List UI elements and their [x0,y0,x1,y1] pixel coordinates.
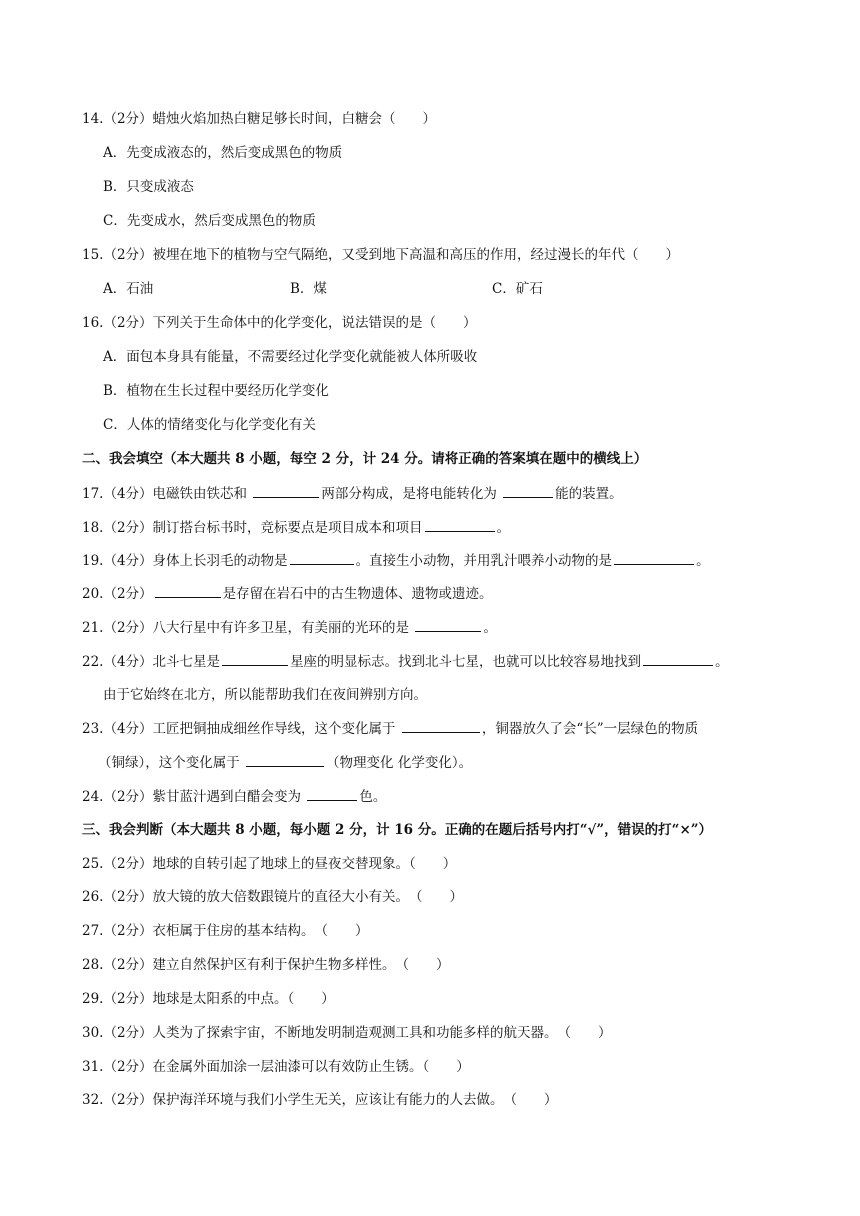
answer-blank[interactable] [307,786,357,801]
question-24 [82,786,386,807]
question-17-text-3: 能的装置。 [555,486,623,502]
section-3-title: 三、我会判断（本大题共 8 小题，每小题 2 分，计 16 分。正确的在题后括号内打“√”，错误的打“×”） [82,822,713,838]
question-27: 27.（2分）衣柜属于住房的基本结构。 （ ） [82,923,369,939]
question-16-option-b: B．植物在生长过程中要经历化学变化 [103,383,329,399]
question-18-text-2: 。 [496,520,511,536]
question-18-text-1: 18.（2分）制订搭台标书时，竞标要点是项目成本和项目 [82,520,423,536]
question-15-option-a: A．石油 [103,281,154,297]
question-17 [82,483,623,504]
question-20-text-1: 20.（2分） [82,586,153,602]
answer-blank[interactable] [290,550,354,565]
question-20 [82,583,493,604]
question-15-stem: 15.（2分）被埋在地下的植物与空气隔绝，又受到地下高温和高压的作用，经过漫长的年代（ ） [82,247,680,263]
question-22-text-2: 星座的明显标志。找到北斗七星，也就可以比较容易地找到 [290,654,642,670]
question-32: 32.（2分）保护海洋环境与我们小学生无关，应该让有能力的人去做。 （ ） [82,1092,558,1108]
answer-blank[interactable] [503,483,553,498]
question-15-option-c: C．矿石 [492,281,543,297]
question-21 [82,617,497,638]
question-17-text-1: 17.（4分）电磁铁由铁芯和 [82,486,252,502]
question-24-text-2: 色。 [359,789,387,805]
question-22 [82,651,729,672]
answer-blank[interactable] [643,651,713,666]
question-16-option-a: A．面包本身具有能量，不需要经过化学变化就能被人体所吸收 [103,349,478,365]
answer-blank[interactable] [222,651,288,666]
question-15-option-b: B．煤 [290,281,327,297]
question-14-stem: 14.（2分）蜡烛火焰加热白糖足够长时间，白糖会（ ） [82,111,437,127]
question-22-text-1: 22.（4分）北斗七星是 [82,654,221,670]
question-25: 25.（2分）地球的自转引起了地球上的昼夜交替现象。（ ） [82,856,457,872]
question-17-text-2: 两部分构成，是将电能转化为 [321,486,502,502]
question-14-option-b: B．只变成液态 [103,179,194,195]
question-18 [82,517,510,538]
question-22-text-3: 。 [715,654,729,670]
question-14-option-a: A．先变成液态的，然后变成黑色的物质 [103,145,343,161]
question-29: 29.（2分）地球是太阳系的中点。（ ） [82,991,335,1007]
answer-blank[interactable] [402,718,480,733]
answer-blank[interactable] [415,617,481,632]
question-19 [82,550,710,571]
question-21-text-2: 。 [483,620,497,636]
question-23-text-3: （铜绿），这个变化属于 [98,755,245,771]
answer-blank[interactable] [155,583,221,598]
answer-blank[interactable] [246,752,324,767]
question-21-text-1: 21.（2分）八大行星中有许多卫星，有美丽的光环的是 [82,620,414,636]
question-19-text-2: 。直接生小动物，并用乳汁喂养小动物的是 [355,553,613,569]
answer-blank[interactable] [253,483,319,498]
question-26: 26.（2分）放大镜的放大倍数跟镜片的直径大小有关。 （ ） [82,889,464,905]
question-23-text-1: 23.（4分）工匠把铜抽成细丝作导线，这个变化属于 [82,721,400,737]
question-19-text-3: 。 [696,553,710,569]
section-2-title: 二、我会填空（本大题共 8 小题，每空 2 分，计 24 分。请将正确的答案填在题中的横线上） [82,451,648,467]
question-20-text-2: 是存留在岩石中的古生物遗体、遗物或遗迹。 [222,586,493,602]
question-16-stem: 16.（2分）下列关于生命体中的化学变化，说法错误的是（ ） [82,315,477,331]
question-19-text-1: 19.（4分）身体上长羽毛的动物是 [82,553,288,569]
answer-blank[interactable] [614,550,694,565]
question-24-text-1: 24.（2分）紫甘蓝汁遇到白醋会变为 [82,789,306,805]
question-23-text-4: （物理变化 化学变化）。 [326,755,473,771]
question-28: 28.（2分）建立自然保护区有利于保护生物多样性。 （ ） [82,957,450,973]
answer-blank[interactable] [425,517,495,532]
question-30: 30.（2分）人类为了探索宇宙，不断地发明制造观测工具和功能多样的航天器。 （ ） [82,1025,612,1041]
question-22-continuation: 由于它始终在北方，所以能帮助我们在夜间辨别方向。 [103,687,427,703]
question-23-text-2: ，铜器放久了会“长”一层绿色的物质 [481,721,699,737]
question-14-option-c: C．先变成水，然后变成黑色的物质 [103,213,316,229]
question-23 [82,718,698,739]
question-31: 31.（2分）在金属外面加涂一层油漆可以有效防止生锈。（ ） [82,1059,470,1075]
question-23-continuation [98,752,472,773]
question-16-option-c: C．人体的情绪变化与化学变化有关 [103,417,316,433]
